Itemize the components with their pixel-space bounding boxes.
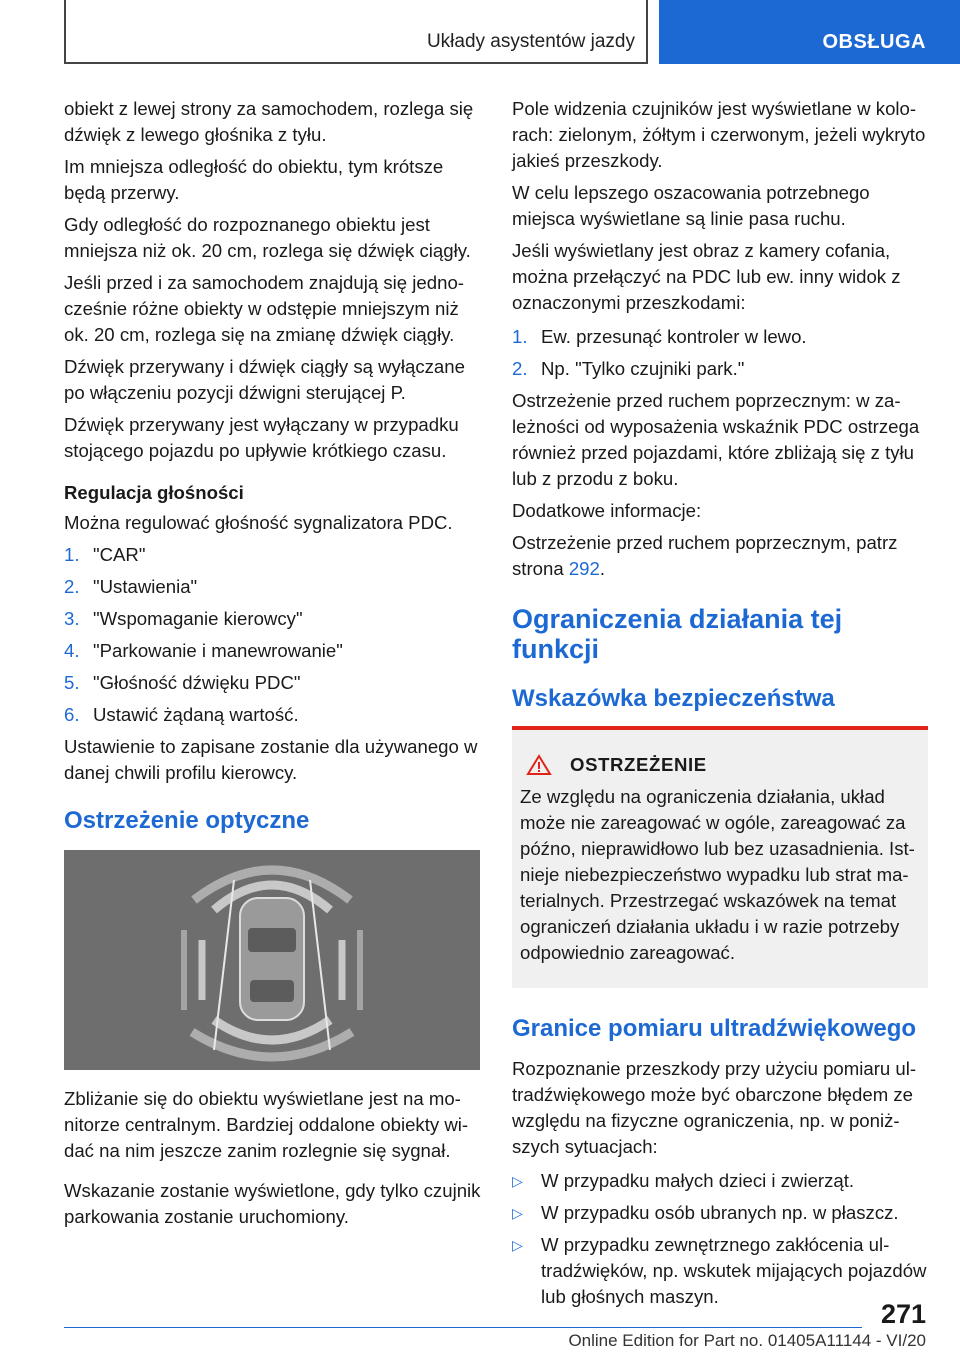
step-number: 5. bbox=[64, 672, 80, 693]
paragraph: Wskazanie zostanie wyświetlone, gdy tylko czujnik parkowania zostanie uruchomiony. bbox=[64, 1180, 481, 1227]
list-item bbox=[512, 1232, 928, 1310]
pdc-display-image bbox=[64, 850, 480, 1070]
cross-ref-text: Ostrzeżenie przed ruchem poprzecznym, patrz strona bbox=[512, 532, 898, 579]
step-number: 1. bbox=[512, 326, 528, 347]
list-item bbox=[512, 324, 928, 350]
limits-heading: Ograniczenia działania tej funkcji bbox=[512, 604, 843, 664]
step-text: Np. "Tylko czujniki park." bbox=[541, 358, 745, 379]
bullet-triangle-icon: ▷ bbox=[512, 1237, 523, 1253]
warning-triangle-icon bbox=[526, 754, 552, 776]
list-item bbox=[512, 1168, 928, 1194]
list-item bbox=[64, 606, 482, 632]
paragraph: Ustawienie to zapisane zostanie dla używanego w danej chwili profilu kierowcy. bbox=[64, 736, 478, 783]
footer-divider bbox=[64, 1327, 862, 1328]
paragraph: Im mniejsza odległość do obiektu, tym krótsze będą przerwy. bbox=[64, 156, 444, 203]
safety-heading: Wskazówka bezpieczeństwa bbox=[512, 685, 835, 712]
step-text: "Wspomaganie kierowcy" bbox=[93, 608, 303, 629]
step-number: 6. bbox=[64, 704, 80, 725]
optical-warning-heading: Ostrzeżenie optyczne bbox=[64, 807, 310, 834]
step-number: 1. bbox=[64, 544, 80, 565]
step-text: "CAR" bbox=[93, 544, 146, 565]
paragraph: Ostrzeżenie przed ruchem poprzecznym: w zależności od wyposażenia wskaźnik PDC ostrzega również przed pojazdami, które zbliżają się z tyłu lub z przodu z boku. bbox=[512, 390, 920, 489]
paragraph: Rozpoznanie przeszkody przy użyciu pomiaru ultradźwiękowego może być obarczone błędem ze względu na fizyczne ograniczenia, np. w poniższych sytuacjach: bbox=[512, 1058, 917, 1157]
page-link[interactable]: 292 bbox=[568, 558, 600, 579]
warning-label: OSTRZEŻENIE bbox=[570, 754, 707, 775]
cross-ref-end: . bbox=[599, 558, 606, 579]
page-number: 271 bbox=[880, 1299, 926, 1329]
paragraph: Dźwięk przerywany jest wyłączany w przypadku stojącego pojazdu po upływie krótkiego czasu. bbox=[64, 414, 459, 461]
bullet-text: W przypadku małych dzieci i zwierząt. bbox=[541, 1170, 855, 1191]
paragraph: Można regulować głośność sygnalizatora PDC. bbox=[64, 512, 453, 533]
volume-steps bbox=[64, 542, 482, 728]
warning-title bbox=[520, 752, 920, 778]
limits-list bbox=[512, 1168, 928, 1310]
bullet-text: W przypadku zewnętrznego zakłócenia ultradźwięków, np. wskutek mijających pojazdów lub głośnych maszyn. bbox=[541, 1234, 927, 1307]
list-item bbox=[512, 356, 928, 382]
paragraph: Dźwięk przerywany i dźwięk ciągły są wyłączane po włączeniu pozycji dźwigni sterującej P. bbox=[64, 356, 465, 403]
step-number: 2. bbox=[512, 358, 528, 379]
paragraph: Jeśli wyświetlany jest obraz z kamery cofania, można przełączyć na PDC lub ew. inny widok z oznaczonymi przeszkodami: bbox=[512, 240, 901, 313]
section-title: Układy asystentów jazdy bbox=[426, 31, 635, 52]
volume-heading: Regulacja głośności bbox=[64, 482, 244, 503]
bullet-text: W przypadku osób ubranych np. w płaszcz. bbox=[541, 1202, 899, 1223]
paragraph: Pole widzenia czujników jest wyświetlane w kolorach: zielonym, żółtym i czerwonym, jeżeli wykryto jakieś przeszkody. bbox=[512, 98, 926, 171]
list-item bbox=[64, 638, 482, 664]
edition-footer: Online Edition for Part no. 01405A11144 - VI/20 bbox=[568, 1331, 926, 1350]
step-number: 2. bbox=[64, 576, 80, 597]
chapter-tab[interactable] bbox=[659, 0, 960, 64]
left-column bbox=[64, 96, 482, 1236]
display-steps bbox=[512, 324, 928, 382]
right-column bbox=[512, 96, 928, 1316]
step-text: "Parkowanie i manewrowanie" bbox=[93, 640, 343, 661]
list-item bbox=[64, 670, 482, 696]
bullet-triangle-icon: ▷ bbox=[512, 1173, 523, 1189]
paragraph: Dodatkowe informacje: bbox=[512, 500, 702, 521]
parking-sensor-illustration bbox=[64, 850, 480, 1070]
list-item bbox=[512, 1200, 928, 1226]
paragraph: Gdy odległość do rozpoznanego obiektu jest mniejsza niż ok. 20 cm, rozlega się dźwięk ciągły. bbox=[64, 214, 471, 261]
step-text: Ustawić żądaną wartość. bbox=[93, 704, 299, 725]
step-number: 3. bbox=[64, 608, 80, 629]
paragraph: Jeśli przed i za samochodem znajdują się jednocześnie różne obiekty w odstępie mniejszym niż ok. 20 cm, rozlega się na zmianę dźwięk ciągły. bbox=[64, 272, 464, 345]
ultrasonic-heading: Granice pomiaru ultradźwiękowego bbox=[512, 1015, 917, 1042]
list-item bbox=[64, 542, 482, 568]
list-item bbox=[64, 574, 482, 600]
chapter-tab-label: OBSŁUGA bbox=[822, 31, 926, 53]
warning-text: Ze względu na ograniczenia działania, układ może nie zareagować w ogóle, zareagować za późno, nieprawidłowo lub bez uzasadnienia. Istnieje niebezpieczeństwo wypadku lub strat materialnych. Przestrzegać wskazówek na temat ograniczeń działania układu i w razie potrzeby odpowiednio zareagować. bbox=[520, 786, 915, 963]
list-item bbox=[64, 702, 482, 728]
step-text: "Głośność dźwięku PDC" bbox=[93, 672, 301, 693]
paragraph: Zbliżanie się do obiektu wyświetlane jest na monitorze centralnym. Bardziej oddalone obiekty widać na nim jeszcze zanim rozlegnie się sygnał. bbox=[64, 1088, 469, 1161]
step-text: Ew. przesunąć kontroler w lewo. bbox=[541, 326, 807, 347]
warning-box bbox=[512, 726, 928, 988]
paragraph: W celu lepszego oszacowania potrzebnego miejsca wyświetlane są linie pasa ruchu. bbox=[512, 182, 870, 229]
step-text: "Ustawienia" bbox=[93, 576, 198, 597]
step-number: 4. bbox=[64, 640, 80, 661]
paragraph: obiekt z lewej strony za samochodem, rozlega się dźwięk z lewego głośnika z tyłu. bbox=[64, 98, 474, 145]
bullet-triangle-icon: ▷ bbox=[512, 1205, 523, 1221]
paragraph bbox=[512, 530, 928, 582]
